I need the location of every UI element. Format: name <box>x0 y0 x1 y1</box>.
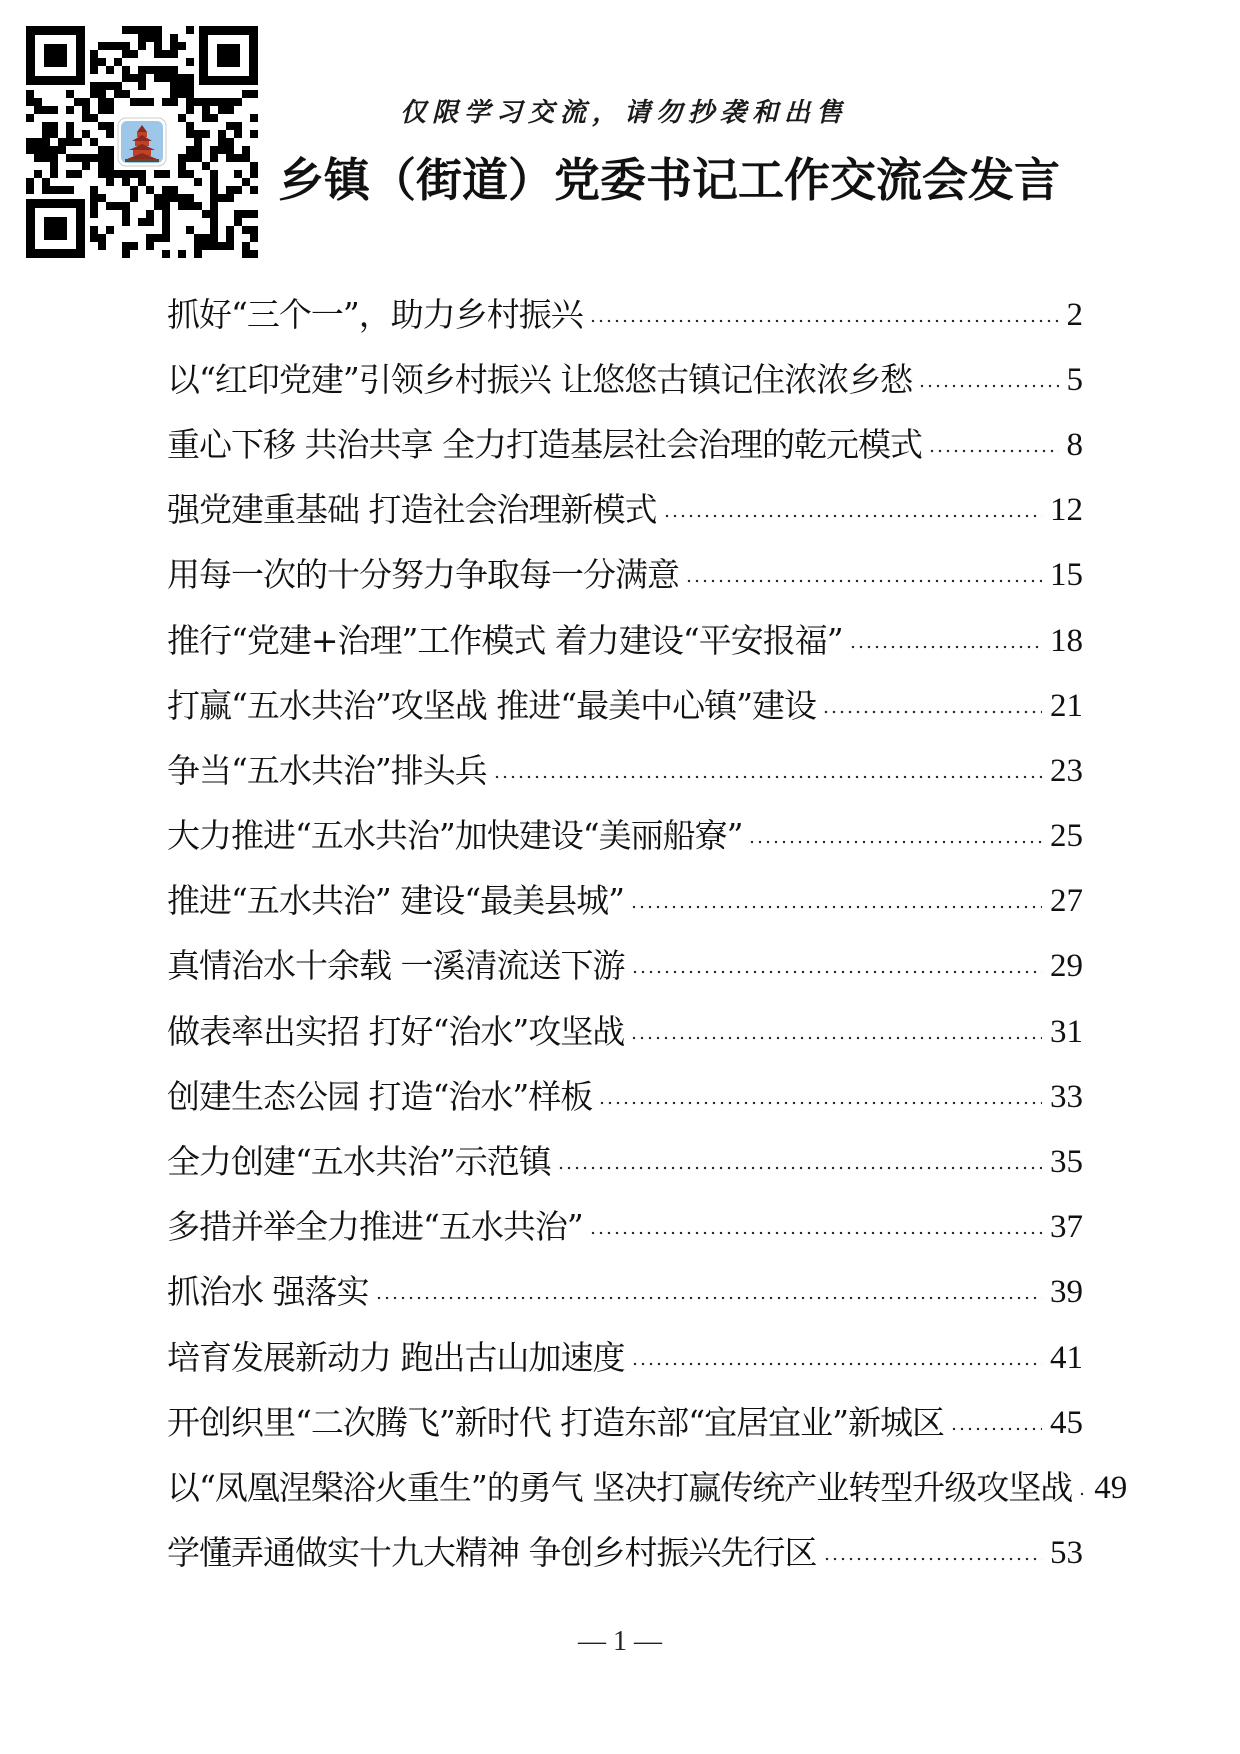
table-of-contents <box>167 282 1128 1586</box>
copyright-notice: 仅限学习交流，请勿抄袭和出售 <box>400 98 849 128</box>
toc-entry[interactable] <box>167 1129 1083 1194</box>
toc-entry-page: 35 <box>1050 1144 1083 1181</box>
toc-entry[interactable] <box>167 478 1083 543</box>
document-title: 乡镇（街道）党委书记工作交流会发言 <box>278 153 1060 207</box>
toc-entry-page: 12 <box>1050 492 1083 529</box>
toc-entry[interactable] <box>167 869 1083 934</box>
toc-dot-leader <box>375 1296 1043 1300</box>
toc-entry-title: 打赢“五水共治”攻坚战 推进“最美中心镇”建设 <box>167 685 816 725</box>
toc-dot-leader <box>493 775 1042 779</box>
toc-entry[interactable] <box>167 999 1083 1064</box>
toc-entry-page: 27 <box>1050 883 1083 920</box>
toc-dot-leader <box>631 1362 1043 1366</box>
toc-entry[interactable] <box>167 934 1083 999</box>
toc-entry-title: 以“凤凰涅槃浴火重生”的勇气 坚决打赢传统产业转型升级攻坚战 <box>167 1467 1073 1507</box>
toc-entry-page: 53 <box>1050 1535 1083 1572</box>
toc-entry-title: 学懂弄通做实十九大精神 争创乡村振兴先行区 <box>167 1533 817 1573</box>
toc-dot-leader <box>630 1036 1042 1040</box>
toc-entry-title: 创建生态公园 打造“治水”样板 <box>167 1076 593 1116</box>
toc-entry[interactable] <box>167 543 1083 608</box>
toc-entry-page: 41 <box>1050 1339 1083 1376</box>
toc-dot-leader <box>950 1427 1042 1431</box>
toc-entry-title: 做表率出实招 打好“治水”攻坚战 <box>167 1011 625 1051</box>
toc-entry-title: 多措并举全力推进“五水共治” <box>167 1207 583 1247</box>
toc-entry[interactable] <box>167 738 1083 803</box>
toc-entry-title: 用每一次的十分努力争取每一分满意 <box>167 555 679 595</box>
toc-dot-leader <box>918 384 1058 388</box>
toc-entry[interactable] <box>167 1064 1083 1129</box>
toc-entry[interactable] <box>167 1260 1083 1325</box>
toc-dot-leader <box>849 645 1042 649</box>
page-number: — 1 — <box>578 1626 662 1657</box>
toc-entry-title: 重心下移 共治共享 全力打造基层社会治理的乾元模式 <box>167 424 922 464</box>
toc-entry[interactable] <box>167 1521 1083 1586</box>
toc-dot-leader <box>630 905 1042 909</box>
toc-entry-title: 以“红印党建”引领乡村振兴 让悠悠古镇记住浓浓乡愁 <box>167 359 913 399</box>
toc-entry-title: 推行“党建+治理”工作模式 着力建设“平安报福” <box>167 620 843 660</box>
toc-dot-leader <box>557 1166 1042 1170</box>
toc-entry-page: 39 <box>1050 1274 1083 1311</box>
toc-dot-leader <box>1078 1492 1086 1496</box>
toc-entry-page: 21 <box>1050 687 1083 724</box>
toc-entry-page: 18 <box>1050 622 1083 659</box>
toc-entry-title: 培育发展新动力 跑出古山加速度 <box>167 1337 625 1377</box>
toc-entry-title: 抓治水 强落实 <box>167 1272 369 1312</box>
toc-entry[interactable] <box>167 412 1083 477</box>
toc-entry-title: 开创织里“二次腾飞”新时代 打造东部“宜居宜业”新城区 <box>167 1402 944 1442</box>
toc-entry-page: 33 <box>1050 1078 1083 1115</box>
toc-entry-title: 抓好“三个一”，助力乡村振兴 <box>167 294 583 334</box>
toc-dot-leader <box>928 449 1059 453</box>
toc-entry[interactable] <box>167 804 1083 869</box>
toc-entry-page: 37 <box>1050 1209 1083 1246</box>
toc-entry-page: 8 <box>1066 426 1083 463</box>
toc-entry[interactable] <box>167 1195 1083 1260</box>
toc-dot-leader <box>823 1557 1043 1561</box>
toc-entry-title: 真情治水十余载 一溪清流送下游 <box>167 946 625 986</box>
toc-dot-leader <box>598 1101 1042 1105</box>
pagoda-logo-icon <box>118 118 166 166</box>
toc-entry[interactable] <box>167 1325 1083 1390</box>
toc-entry[interactable] <box>167 673 1083 738</box>
toc-entry-page: 45 <box>1050 1404 1083 1441</box>
toc-entry-page: 25 <box>1050 818 1083 855</box>
toc-entry[interactable] <box>167 1455 1128 1520</box>
toc-dot-leader <box>663 514 1043 518</box>
toc-dot-leader <box>822 710 1042 714</box>
toc-entry-page: 15 <box>1050 557 1083 594</box>
toc-entry-page: 23 <box>1050 752 1083 789</box>
toc-entry-title: 全力创建“五水共治”示范镇 <box>167 1142 551 1182</box>
qr-code-icon <box>26 26 258 258</box>
toc-dot-leader <box>685 579 1042 583</box>
toc-entry-page: 49 <box>1094 1469 1128 1506</box>
toc-entry[interactable] <box>167 282 1083 347</box>
toc-entry[interactable] <box>167 608 1083 673</box>
toc-entry[interactable] <box>167 347 1083 412</box>
toc-entry-title: 推进“五水共治” 建设“最美县城” <box>167 881 624 921</box>
toc-dot-leader <box>631 970 1043 974</box>
toc-dot-leader <box>748 840 1042 844</box>
toc-entry-page: 29 <box>1050 948 1083 985</box>
toc-entry-title: 大力推进“五水共治”加快建设“美丽船寮” <box>167 816 743 856</box>
toc-entry[interactable] <box>167 1390 1083 1455</box>
toc-entry-page: 2 <box>1066 296 1083 333</box>
toc-entry-page: 5 <box>1066 361 1083 398</box>
toc-dot-leader <box>589 1231 1042 1235</box>
toc-entry-page: 31 <box>1050 1013 1083 1050</box>
toc-dot-leader <box>589 319 1059 323</box>
toc-entry-title: 强党建重基础 打造社会治理新模式 <box>167 490 657 530</box>
toc-entry-title: 争当“五水共治”排头兵 <box>167 750 487 790</box>
